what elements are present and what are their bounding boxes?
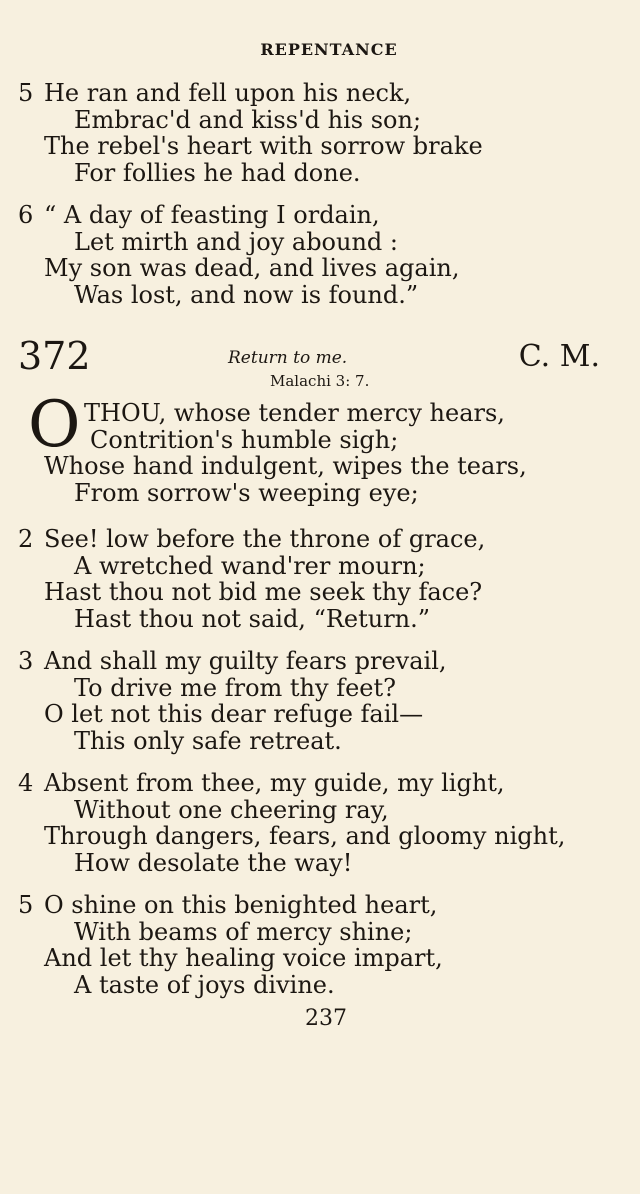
verse-line: O shine on this benighted heart, xyxy=(44,891,438,919)
hymn-heading xyxy=(18,334,600,390)
verse-line: And let thy healing voice impart, xyxy=(44,944,443,972)
verse-line: Hast thou not said, “Return.” xyxy=(74,604,431,633)
stanza xyxy=(18,648,447,754)
verse-line: See! low before the throne of grace, xyxy=(44,525,486,553)
hymn-title: Return to me. xyxy=(228,348,348,368)
stanza xyxy=(18,400,527,506)
stanza-number: 2 xyxy=(18,525,34,553)
verse-line: He ran and fell upon his neck, xyxy=(44,79,412,107)
verse-line: “ A day of feasting I ordain, xyxy=(44,201,380,229)
verse-line: To drive me from thy feet? xyxy=(74,673,396,702)
verse-line: A wretched wand'rer mourn; xyxy=(74,551,426,580)
hymn-meter: C. M. xyxy=(518,339,600,374)
verse-line: Embrac'd and kiss'd his son; xyxy=(74,105,422,134)
stanza xyxy=(18,202,459,308)
verse-line: O let not this dear refuge fail— xyxy=(44,700,424,728)
stanza xyxy=(18,770,565,876)
running-header: REPENTANCE xyxy=(260,40,398,59)
verse-line: How desolate the way! xyxy=(74,848,353,877)
verse-line: With beams of mercy shine; xyxy=(74,917,413,946)
drop-cap: O xyxy=(28,388,81,462)
verse-line: Was lost, and now is found.” xyxy=(74,280,419,309)
verse-line: A taste of joys divine. xyxy=(74,970,335,999)
stanza xyxy=(18,80,483,186)
verse-line: And shall my guilty fears prevail, xyxy=(44,647,447,675)
stanza-number: 3 xyxy=(18,647,34,675)
verse-line: For follies he had done. xyxy=(74,158,361,187)
stanza-number: 4 xyxy=(18,769,34,797)
verse-line: Absent from thee, my guide, my light, xyxy=(44,769,505,797)
stanza-number: 5 xyxy=(18,79,34,107)
page-number: 237 xyxy=(305,1006,347,1031)
verse-line: Whose hand indulgent, wipes the tears, xyxy=(44,452,527,480)
stanza xyxy=(18,526,485,632)
verse-line: From sorrow's weeping eye; xyxy=(74,478,419,507)
verse-line: Contrition's humble sigh; xyxy=(90,425,399,454)
stanza xyxy=(18,892,443,998)
verse-line: Hast thou not bid me seek thy face? xyxy=(44,578,483,606)
verse-line: Without one cheering ray, xyxy=(74,795,389,824)
verse-line: Through dangers, fears, and gloomy night, xyxy=(44,822,566,850)
scripture-reference: Malachi 3: 7. xyxy=(270,372,370,390)
stanza-number: 5 xyxy=(18,891,34,919)
verse-line: My son was dead, and lives again, xyxy=(44,254,460,282)
verse-line: Let mirth and joy abound : xyxy=(74,227,398,256)
stanza-number: 6 xyxy=(18,201,34,229)
verse-line: The rebel's heart with sorrow brake xyxy=(44,132,483,160)
hymn-number: 372 xyxy=(18,334,91,378)
verse-line: THOU, whose tender mercy hears, xyxy=(84,399,505,427)
verse-line: This only safe retreat. xyxy=(74,726,342,755)
